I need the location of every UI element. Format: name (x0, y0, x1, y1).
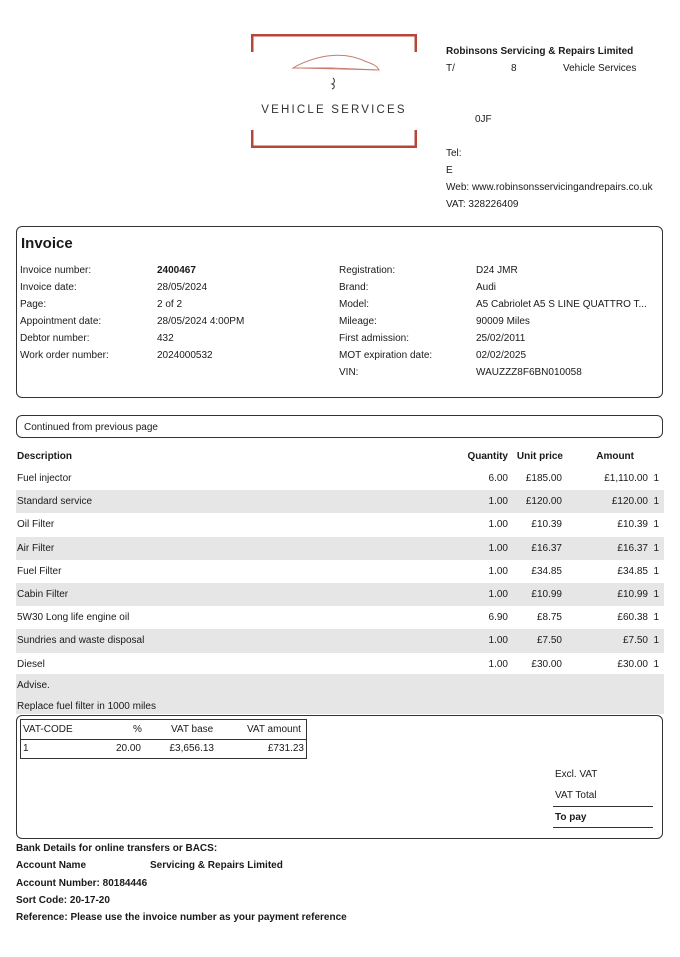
item-flag: 1 (653, 496, 659, 508)
bank-details (16, 840, 347, 926)
item-unit-price: £10.99 (531, 588, 562, 600)
item-flag: 1 (653, 588, 659, 600)
table-row (16, 513, 664, 536)
item-amount: £60.38 (617, 612, 648, 624)
car-silhouette-icon (293, 55, 379, 70)
company-postcode: 0JF (475, 114, 492, 125)
address-fragment: Vehicle Services (563, 63, 637, 74)
label: VIN: (339, 367, 359, 378)
item-description: Sundries and waste disposal (17, 635, 145, 647)
item-amount: £34.85 (617, 565, 648, 577)
company-logo (251, 34, 417, 148)
item-flag: 1 (653, 542, 659, 554)
vat-code: 1 (23, 743, 29, 754)
item-flag: 1 (653, 473, 659, 484)
item-flag: 1 (653, 612, 659, 624)
item-flag: 1 (653, 565, 659, 577)
item-quantity: 1.00 (488, 519, 508, 531)
item-amount: £10.99 (617, 588, 648, 600)
vat-header-base: VAT base (171, 724, 214, 735)
mileage: 90009 Miles (476, 316, 530, 327)
invoice-left-values (157, 262, 244, 364)
table-row (16, 560, 664, 583)
invoice-right-values (476, 262, 647, 381)
label: Mileage: (339, 316, 377, 327)
account-name-value: Servicing & Repairs Limited (150, 860, 283, 872)
item-description: Diesel (17, 658, 45, 670)
invoice-date: 28/05/2024 (157, 282, 208, 293)
item-amount: £30.00 (617, 658, 648, 670)
line-items-table (16, 447, 664, 676)
model: A5 Cabriolet A5 S LINE QUATTRO T... (476, 299, 647, 310)
item-unit-price: £120.00 (525, 496, 562, 508)
continued-text: Continued from previous page (24, 422, 158, 433)
table-row (16, 537, 664, 560)
mot-expiration: 02/02/2025 (476, 350, 527, 361)
company-info (446, 43, 653, 213)
item-amount: £16.37 (617, 542, 648, 554)
vat-header-percent: % (133, 724, 142, 735)
table-row (16, 653, 664, 676)
excl-vat-label: Excl. VAT (555, 769, 598, 780)
item-description: 5W30 Long life engine oil (17, 612, 130, 624)
invoice-left-labels (20, 262, 109, 364)
page-number: 2 of 2 (157, 299, 183, 310)
label: Appointment date: (20, 316, 102, 327)
item-flag: 1 (653, 658, 659, 670)
vat-header-amount: VAT amount (247, 724, 301, 735)
logo-text: VEHICLE SERVICES (261, 104, 407, 116)
invoice-number: 2400467 (157, 265, 196, 276)
label: Brand: (339, 282, 369, 293)
item-unit-price: £7.50 (536, 635, 562, 647)
address-fragment: T/ (446, 63, 455, 74)
item-unit-price: £16.37 (531, 542, 562, 554)
item-description: Oil Filter (17, 519, 55, 531)
sort-code: Sort Code: 20-17-20 (16, 894, 110, 906)
company-address-line (446, 60, 653, 77)
vat-percent: 20.00 (115, 743, 141, 754)
table-row (16, 606, 664, 629)
bank-title: Bank Details for online transfers or BACS: (16, 843, 218, 854)
company-name: Robinsons Servicing & Repairs Limited (446, 46, 634, 57)
item-unit-price: £185.00 (525, 473, 562, 484)
header-amount: Amount (596, 451, 634, 462)
debtor-number: 432 (157, 333, 174, 344)
brand: Audi (476, 282, 497, 293)
label: MOT expiration date: (339, 350, 433, 361)
item-quantity: 1.00 (488, 496, 508, 508)
label: Invoice date: (20, 282, 77, 293)
item-quantity: 1.00 (488, 565, 508, 577)
company-email: E (446, 165, 453, 176)
vat-total-label: VAT Total (555, 790, 597, 801)
table-row (16, 490, 664, 513)
continued-box (16, 415, 663, 438)
address-fragment: 8 (511, 63, 517, 74)
item-description: Air Filter (17, 542, 55, 554)
item-unit-price: £10.39 (531, 519, 562, 531)
to-pay-label: To pay (555, 812, 587, 823)
table-row (16, 467, 664, 490)
item-unit-price: £34.85 (531, 565, 562, 577)
table-row (16, 583, 664, 606)
advise-note: Replace fuel filter in 1000 miles (17, 701, 156, 712)
registration: D24 JMR (476, 265, 518, 276)
item-amount: £7.50 (622, 635, 648, 647)
advise-label: Advise. (17, 680, 50, 691)
label: Registration: (339, 265, 396, 276)
invoice-title: Invoice (21, 235, 73, 252)
label: Work order number: (20, 350, 109, 361)
vat-base: £3,656.13 (169, 743, 214, 754)
company-vat: VAT: 328226409 (446, 199, 519, 210)
logo-frame (251, 34, 417, 148)
work-order-number: 2024000532 (157, 350, 213, 361)
header-quantity: Quantity (467, 451, 508, 462)
label: Model: (339, 299, 370, 310)
item-unit-price: £8.75 (536, 612, 562, 624)
item-unit-price: £30.00 (531, 658, 562, 670)
label: Page: (20, 299, 47, 310)
label: First admission: (339, 333, 410, 344)
item-amount: £120.00 (611, 496, 648, 508)
company-tel: Tel: (446, 148, 462, 159)
item-quantity: 1.00 (488, 635, 508, 647)
appointment-date: 28/05/2024 4:00PM (157, 316, 245, 327)
label: Debtor number: (20, 333, 90, 344)
payment-reference: Reference: Please use the invoice number as your payment reference (16, 912, 347, 924)
item-description: Standard service (17, 496, 93, 508)
account-name-label: Account Name (16, 860, 87, 872)
vin: WAUZZZ8F6BN010058 (476, 367, 582, 378)
table-header (16, 447, 664, 467)
item-flag: 1 (653, 635, 659, 647)
table-row (16, 629, 664, 652)
item-quantity: 6.00 (488, 473, 508, 484)
account-number: Account Number: 80184446 (16, 877, 148, 889)
header-description: Description (17, 451, 73, 462)
item-amount: £10.39 (617, 519, 648, 531)
header-unit-price: Unit price (516, 451, 563, 462)
item-quantity: 6.90 (488, 612, 508, 624)
item-description: Cabin Filter (17, 588, 69, 600)
invoice-details-box (16, 226, 663, 398)
vat-amount: £731.23 (267, 743, 304, 754)
item-description: Fuel injector (17, 473, 72, 484)
first-admission: 25/02/2011 (476, 333, 526, 344)
item-quantity: 1.00 (488, 542, 508, 554)
item-quantity: 1.00 (488, 658, 508, 670)
vat-table (20, 719, 307, 759)
label: Invoice number: (20, 265, 92, 276)
item-flag: 1 (653, 519, 659, 531)
company-web[interactable]: Web: www.robinsonsservicingandrepairs.co.uk (446, 182, 653, 193)
item-quantity: 1.00 (488, 588, 508, 600)
item-description: Fuel Filter (17, 565, 62, 577)
invoice-right-labels (339, 262, 432, 381)
advise-section (16, 674, 664, 714)
vat-header-code: VAT-CODE (23, 724, 73, 735)
item-amount: £1,110.00 (604, 473, 648, 484)
